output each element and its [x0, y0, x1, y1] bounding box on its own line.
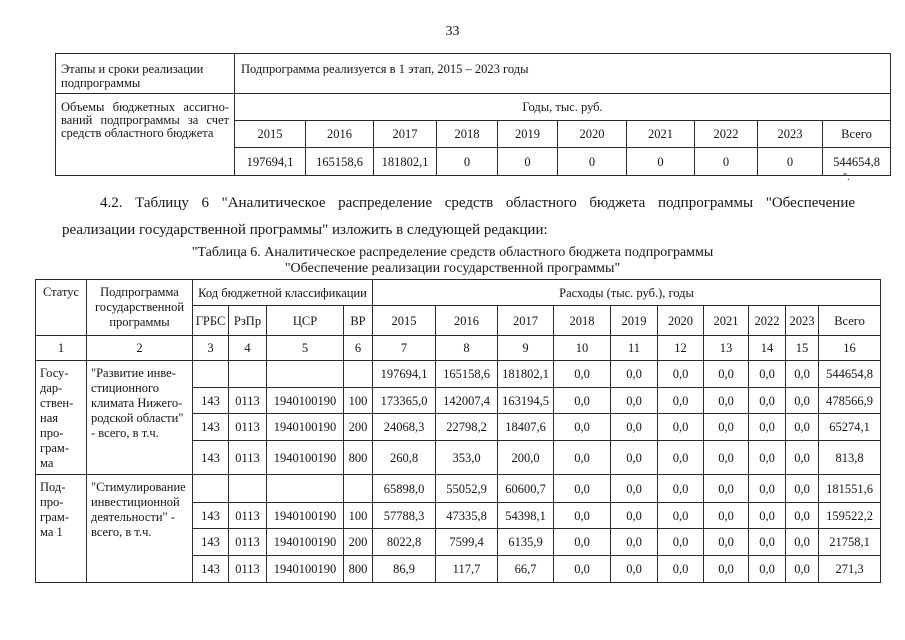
amount-cell: 0,0 [704, 556, 749, 583]
code-cell: 1940100190 [267, 503, 344, 529]
year-header-cell: 2016 [306, 121, 374, 148]
code-cell: 800 [344, 441, 373, 475]
amount-cell: 0,0 [704, 529, 749, 556]
amount-cell: 813,8 [819, 441, 881, 475]
column-number-cell: 2 [87, 336, 193, 361]
column-number-cell: 7 [373, 336, 436, 361]
amount-cell: 0,0 [704, 503, 749, 529]
year-header-cell: Всего [823, 121, 891, 148]
amount-cell: 0,0 [554, 529, 611, 556]
column-number-cell: 13 [704, 336, 749, 361]
summary-row-stages [56, 54, 891, 94]
total-amount-cell: 0,0 [704, 361, 749, 388]
amount-cell: 65274,1 [819, 414, 881, 441]
status-line: ма [40, 456, 54, 470]
year-value-cell: 544654,8 [823, 148, 891, 176]
amount-cell: 0,0 [749, 414, 786, 441]
column-number-row [36, 336, 881, 361]
column-number-cell: 3 [193, 336, 229, 361]
status-line: дар- [40, 381, 63, 395]
amount-cell: 200,0 [498, 441, 554, 475]
distribution-table [35, 279, 881, 583]
code-cell: 1940100190 [267, 556, 344, 583]
status-line: Госу- [40, 366, 69, 380]
subheader-cell: 2016 [436, 306, 498, 336]
header-subprogram-line: программы [109, 315, 170, 329]
subheader-cell: 2019 [611, 306, 658, 336]
status-cell [36, 475, 87, 583]
amount-cell: 6135,9 [498, 529, 554, 556]
amount-cell: 0,0 [704, 414, 749, 441]
total-amount-cell: 197694,1 [373, 361, 436, 388]
year-header-cell: 2022 [695, 121, 758, 148]
budget-label-line: ваний подпрограммы за счет [61, 113, 229, 127]
amount-cell: 0,0 [786, 388, 819, 414]
code-cell: 800 [344, 556, 373, 583]
subheader-cell: 2023 [786, 306, 819, 336]
code-cell-empty [267, 361, 344, 388]
column-number-cell: 12 [658, 336, 704, 361]
code-cell: 0113 [229, 388, 267, 414]
year-header-cell: 2019 [498, 121, 558, 148]
amount-cell: 0,0 [749, 441, 786, 475]
amount-cell: 159522,2 [819, 503, 881, 529]
total-amount-cell: 0,0 [658, 475, 704, 503]
code-cell: 0113 [229, 503, 267, 529]
code-cell: 143 [193, 556, 229, 583]
amount-cell: 0,0 [786, 556, 819, 583]
header-cell-status: Статус [36, 280, 87, 336]
column-number-cell: 14 [749, 336, 786, 361]
subheader-cell: 2015 [373, 306, 436, 336]
amount-cell: 22798,2 [436, 414, 498, 441]
code-cell-empty [229, 475, 267, 503]
amount-cell: 0,0 [658, 441, 704, 475]
header-cell-subprogram [87, 280, 193, 336]
column-number-cell: 1 [36, 336, 87, 361]
year-value-cell: 181802,1 [374, 148, 437, 176]
status-line: про- [40, 426, 64, 440]
code-cell-empty [344, 361, 373, 388]
subheader-cell: ЦСР [267, 306, 344, 336]
year-header-cell: 2018 [437, 121, 498, 148]
year-value-cell: 0 [498, 148, 558, 176]
header-cell-expenses: Расходы (тыс. руб.), годы [373, 280, 881, 306]
total-amount-cell: 165158,6 [436, 361, 498, 388]
amount-cell: 47335,8 [436, 503, 498, 529]
page-number: 33 [445, 24, 460, 39]
year-header-cell: 2020 [558, 121, 627, 148]
amount-cell: 478566,9 [819, 388, 881, 414]
summary-row-years-caption [56, 94, 891, 121]
status-line: грам- [40, 441, 69, 455]
total-amount-cell: 0,0 [749, 361, 786, 388]
subheader-cell: РзПр [229, 306, 267, 336]
total-amount-cell: 0,0 [786, 475, 819, 503]
stages-label-cell [56, 54, 235, 94]
code-cell: 200 [344, 529, 373, 556]
column-number-cell: 4 [229, 336, 267, 361]
total-amount-cell: 0,0 [786, 361, 819, 388]
header-subprogram-line: Подпрограмма [100, 285, 179, 299]
year-value-cell: 0 [437, 148, 498, 176]
total-amount-cell: 181802,1 [498, 361, 554, 388]
paragraph-line: 4.2. Таблицу 6 "Аналитическое распределение средств областного бюджета подпрограммы "Обеспечение [100, 195, 855, 211]
year-header-cell: 2017 [374, 121, 437, 148]
amount-cell: 0,0 [749, 388, 786, 414]
code-cell-empty [267, 475, 344, 503]
subprogram-cell [87, 361, 193, 475]
amount-cell: 0,0 [658, 388, 704, 414]
column-number-cell: 16 [819, 336, 881, 361]
amount-cell: 0,0 [786, 414, 819, 441]
total-amount-cell: 55052,9 [436, 475, 498, 503]
budget-label-line: Объемы бюджетных ассигно- [61, 100, 229, 114]
paragraph-line: реализации государственной программы" изложить в следующей редакции: [62, 222, 548, 238]
amount-cell: 0,0 [554, 388, 611, 414]
amount-cell: 260,8 [373, 441, 436, 475]
total-amount-cell: 0,0 [704, 475, 749, 503]
amount-cell: 54398,1 [498, 503, 554, 529]
amount-cell: 66,7 [498, 556, 554, 583]
closing-quote-mark: ". [843, 172, 850, 183]
stages-value-cell: Подпрограмма реализуется в 1 этап, 2015 – 2023 годы [235, 54, 891, 94]
column-number-cell: 6 [344, 336, 373, 361]
amount-cell: 0,0 [786, 529, 819, 556]
amount-cell: 7599,4 [436, 529, 498, 556]
year-value-cell: 0 [758, 148, 823, 176]
table-title [0, 245, 905, 277]
budget-label-cell [56, 94, 235, 176]
code-cell: 1940100190 [267, 414, 344, 441]
amount-cell: 0,0 [749, 529, 786, 556]
year-value-cell: 165158,6 [306, 148, 374, 176]
status-line: про- [40, 495, 64, 509]
amount-cell: 0,0 [554, 556, 611, 583]
amount-cell: 0,0 [611, 503, 658, 529]
code-cell-empty [193, 475, 229, 503]
amount-cell: 0,0 [704, 388, 749, 414]
amount-cell: 0,0 [749, 503, 786, 529]
code-cell: 143 [193, 529, 229, 556]
total-amount-cell: 544654,8 [819, 361, 881, 388]
subprogram-cell [87, 475, 193, 583]
table-title-line: "Обеспечение реализации государственной программы" [284, 261, 621, 276]
subheader-cell: 2017 [498, 306, 554, 336]
total-amount-cell: 0,0 [611, 475, 658, 503]
year-value-cell: 0 [558, 148, 627, 176]
total-amount-cell: 181551,6 [819, 475, 881, 503]
header-cell-budget-code: Код бюджетной классификации [193, 280, 373, 306]
code-cell-empty [193, 361, 229, 388]
amount-cell: 173365,0 [373, 388, 436, 414]
code-cell: 1940100190 [267, 388, 344, 414]
code-cell: 200 [344, 414, 373, 441]
amount-cell: 0,0 [749, 556, 786, 583]
status-cell [36, 361, 87, 475]
total-amount-cell: 0,0 [611, 361, 658, 388]
total-amount-cell: 0,0 [658, 361, 704, 388]
column-number-cell: 15 [786, 336, 819, 361]
subprogram-line: деятельности" - [91, 510, 175, 524]
subheader-cell: 2018 [554, 306, 611, 336]
stages-label-line: Этапы и сроки реализации [61, 62, 204, 76]
header-subprogram-line: государственной [94, 300, 185, 314]
column-number-cell: 11 [611, 336, 658, 361]
amount-cell: 0,0 [611, 556, 658, 583]
code-cell: 100 [344, 388, 373, 414]
amount-cell: 0,0 [786, 503, 819, 529]
amount-cell: 0,0 [658, 529, 704, 556]
total-amount-cell: 0,0 [749, 475, 786, 503]
amount-cell: 271,3 [819, 556, 881, 583]
subprogram-line: "Стимулирование [91, 480, 186, 494]
subheader-cell: 2020 [658, 306, 704, 336]
code-cell-empty [344, 475, 373, 503]
amount-cell: 8022,8 [373, 529, 436, 556]
years-caption-cell: Годы, тыс. руб. [235, 94, 891, 121]
total-amount-cell: 0,0 [554, 361, 611, 388]
subprogram-line: инвестиционной [91, 495, 180, 509]
code-cell: 1940100190 [267, 529, 344, 556]
amount-cell: 0,0 [554, 414, 611, 441]
code-cell: 143 [193, 503, 229, 529]
year-header-cell: 2015 [235, 121, 306, 148]
column-number-cell: 9 [498, 336, 554, 361]
amount-cell: 0,0 [554, 441, 611, 475]
code-cell: 0113 [229, 556, 267, 583]
amount-cell: 0,0 [786, 441, 819, 475]
amount-cell: 0,0 [658, 503, 704, 529]
year-header-cell: 2023 [758, 121, 823, 148]
amount-cell: 18407,6 [498, 414, 554, 441]
amount-cell: 0,0 [554, 503, 611, 529]
amount-cell: 0,0 [658, 556, 704, 583]
amount-cell: 86,9 [373, 556, 436, 583]
subprogram-line: "Развитие инве- [91, 366, 176, 380]
code-cell: 0113 [229, 529, 267, 556]
column-number-cell: 8 [436, 336, 498, 361]
amount-cell: 0,0 [611, 441, 658, 475]
code-cell-empty [229, 361, 267, 388]
code-cell: 143 [193, 441, 229, 475]
year-header-cell: 2021 [627, 121, 695, 148]
amount-cell: 117,7 [436, 556, 498, 583]
table-row-total [36, 361, 881, 388]
amount-cell: 0,0 [704, 441, 749, 475]
code-cell: 0113 [229, 441, 267, 475]
year-value-cell: 0 [627, 148, 695, 176]
amount-cell: 0,0 [611, 529, 658, 556]
subprogram-line: климата Нижего- [91, 396, 183, 410]
year-value-cell: 0 [695, 148, 758, 176]
status-line: ма 1 [40, 525, 63, 539]
table-row-total [36, 475, 881, 503]
amount-cell: 353,0 [436, 441, 498, 475]
amount-cell: 0,0 [611, 414, 658, 441]
summary-table [55, 53, 891, 176]
code-cell: 100 [344, 503, 373, 529]
total-amount-cell: 60600,7 [498, 475, 554, 503]
subprogram-line: родской области" [91, 411, 184, 425]
header-row [36, 280, 881, 306]
code-cell: 0113 [229, 414, 267, 441]
subprogram-line: всего, в т.ч. [91, 525, 152, 539]
total-amount-cell: 65898,0 [373, 475, 436, 503]
subheader-cell: ГРБС [193, 306, 229, 336]
total-amount-cell: 0,0 [554, 475, 611, 503]
amount-cell: 24068,3 [373, 414, 436, 441]
year-value-cell: 197694,1 [235, 148, 306, 176]
subprogram-line: - всего, в т.ч. [91, 426, 159, 440]
status-line: грам- [40, 510, 69, 524]
amount-cell: 21758,1 [819, 529, 881, 556]
amount-cell: 57788,3 [373, 503, 436, 529]
code-cell: 1940100190 [267, 441, 344, 475]
amount-cell: 163194,5 [498, 388, 554, 414]
status-line: ствен- [40, 396, 74, 410]
subheader-cell: ВР [344, 306, 373, 336]
column-number-cell: 10 [554, 336, 611, 361]
status-line: ная [40, 411, 58, 425]
table-title-line: "Таблица 6. Аналитическое распределение средств областного бюджета подпрограммы [191, 245, 714, 260]
code-cell: 143 [193, 388, 229, 414]
subheader-cell: 2022 [749, 306, 786, 336]
budget-label-line: средств областного бюджета [61, 126, 214, 140]
amount-cell: 142007,4 [436, 388, 498, 414]
amount-cell: 0,0 [658, 414, 704, 441]
code-cell: 143 [193, 414, 229, 441]
subheader-cell: Всего [819, 306, 881, 336]
subheader-cell: 2021 [704, 306, 749, 336]
column-number-cell: 5 [267, 336, 344, 361]
status-line: Под- [40, 480, 66, 494]
stages-label-line: подпрограммы [61, 76, 141, 90]
amount-cell: 0,0 [611, 388, 658, 414]
subprogram-line: стиционного [91, 381, 160, 395]
